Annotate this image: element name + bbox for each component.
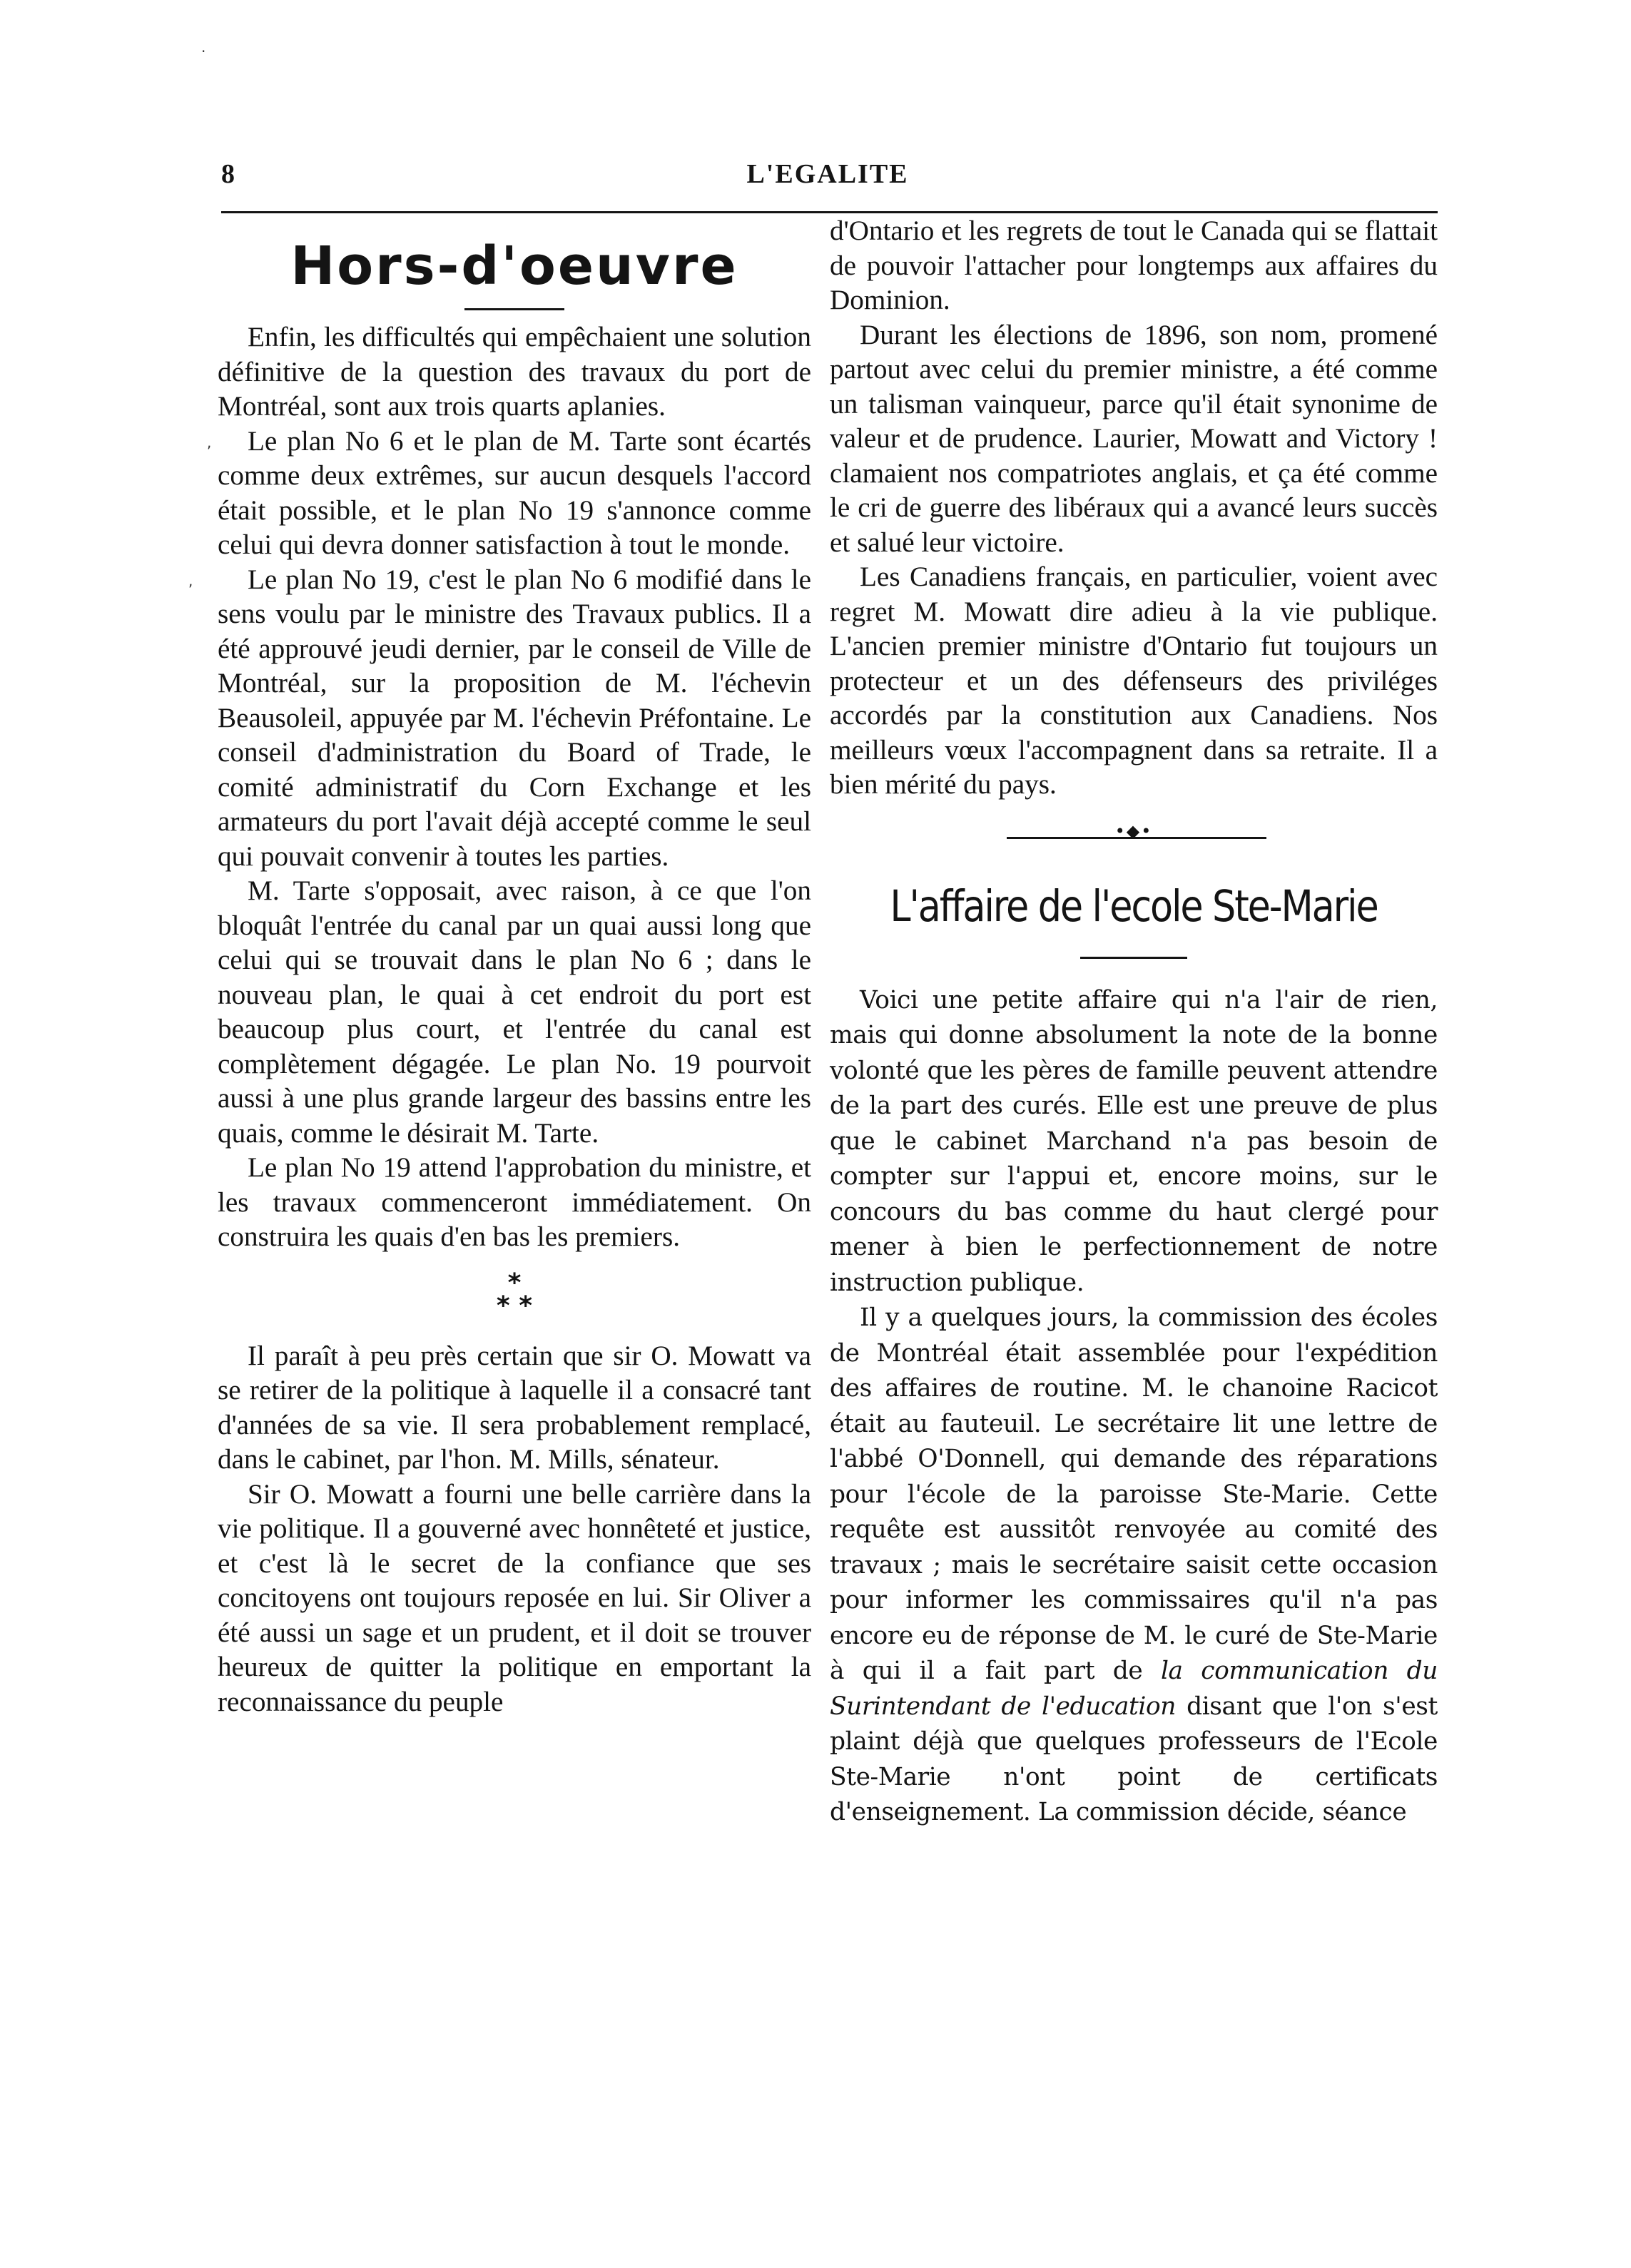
paragraph-text: Il y a quelques jours, la commission des écoles de Montréal était assemblée pour l'expédition des affaires de routine. M. le chanoine Racicot était au fauteuil. Le secrétaire lit une lettre de l'abbé O'Donnell, qui demande des réparations pour l'école de la paroisse Ste-Marie. Cette requête est aussitôt renvoyée au comité des travaux ; mais le secrétaire saisit cette occasion pour informer les commissaires qu'il n'a pas encore eu de réponse de M. le curé de Ste-Marie à qui il a fait part de	[830, 1303, 1438, 1685]
paragraph: Voici une petite affaire qui n'a l'air de rien, mais qui donne absolument la note de la bonne volonté que les pères de famille peuvent attendre de la part des curés. Elle est une preuve de plus que le cabinet Marchand n'a pas besoin de compter sur l'appui et, encore moins, sur le concours du bas comme du haut clergé pour mener à bien le perfectionnement de notre instruction publique.	[830, 985, 1438, 1297]
asterism-top: *	[507, 1268, 522, 1298]
asterism-bottom: * *	[496, 1291, 533, 1321]
paragraph: M. Tarte s'opposait, avec raison, à ce que l'on bloquât l'entrée du canal par un quai aussi long que celui qui se trouvait dans le plan No 6 ; dans le nouveau plan, le quai à cet endroit du port est beaucoup plus court, et l'entrée du canal est complètement dégagée. Le plan No. 19 pourvoit aussi à une plus grande largeur des bassins entre les quais, comme le désirait M. Tarte.	[218, 875, 811, 1149]
paragraph: Enfin, les difficultés qui empêchaient une solution définitive de la question des travaux du port de Montréal, sont aux trois quarts aplanies.	[218, 322, 811, 422]
section-title-affaire-ecole: L'affaire de l'ecole Ste-Marie	[890, 880, 1378, 932]
paragraph-text: disant que l'on s'est plaint déjà que quelques professeurs de l'Ecole Ste-Marie n'ont point de certificats d'enseignement. La commission décide, séance	[830, 1692, 1438, 1826]
paragraph: Le plan No 6 et le plan de M. Tarte sont écartés comme deux extrêmes, sur aucun desquels l'accord était possible, et le plan No 19 s'annonce comme celui qui devra donner satisfaction à tout le monde.	[218, 425, 811, 560]
paragraph: Durant les élections de 1896, son nom, promené partout avec celui du premier ministre, a été comme un talisman vainqueur, parce qu'il était synonime de valeur et de prudence. Laurier, Mowatt and Victory ! clamaient nos compatriotes anglais, et ça été comme le cri de guerre des libéraux qui a avancé leurs succès et salué leur victoire.	[830, 319, 1438, 558]
ink-speck: ,	[188, 572, 193, 589]
section-title-hors-doeuvre: Hors-d'oeuvre	[290, 235, 738, 297]
paragraph: Le plan No 19 attend l'approbation du ministre, et les travaux commenceront immédiatement. On construira les quais d'en bas les premiers.	[218, 1152, 811, 1252]
page-number: 8	[221, 159, 235, 189]
header-rule	[221, 211, 1438, 213]
ornament-mark: •◆•	[1114, 820, 1153, 841]
paragraph: d'Ontario et les regrets de tout le Canada qui se flattait de pouvoir l'attacher pour longtemps aux affaires du Dominion.	[830, 215, 1438, 315]
paragraph: Il paraît à peu près certain que sir O. Mowatt va se retirer de la politique à laquelle il a consacré tant d'années de sa vie. Il sera probablement remplacé, dans le cabinet, par l'hon. M. Mills, sénateur.	[218, 1340, 811, 1475]
ink-speck: ,	[207, 434, 212, 451]
ink-speck: ·	[201, 43, 206, 60]
page-header	[221, 158, 1434, 201]
title-rule	[464, 308, 564, 310]
paragraph: Sir O. Mowatt a fourni une belle carrière dans la vie politique. Il a gouverné avec honnêteté et justice, et c'est là le secret de la confiance que ses concitoyens ont toujours reposée en lui. Sir Oliver a été aussi un sage et un prudent, et il doit se trouver heureux de quitter la politique en emportant la reconnaissance du peuple	[218, 1478, 811, 1717]
asterism-separator	[218, 1268, 811, 1321]
left-column	[218, 214, 811, 1719]
paragraph: Les Canadiens français, en particulier, voient avec regret M. Mowatt dire adieu à la vie publique. L'ancien premier ministre d'Ontario fut toujours un protecteur et un des défenseurs des priviléges accordés par la constitution aux Canadiens. Nos meilleurs vœux l'accompagnent dans sa retraite. Il a bien mérité du pays.	[830, 561, 1438, 800]
italic-phrase: la communication du Surintendant de l'education	[830, 1657, 1438, 1721]
paragraph	[830, 1301, 1438, 1831]
title-rule	[1080, 957, 1187, 959]
ornament-separator	[830, 808, 1438, 858]
running-title: L'EGALITE	[746, 159, 909, 189]
right-column	[830, 214, 1438, 1831]
paragraph: Le plan No 19, c'est le plan No 6 modifié dans le sens voulu par le ministre des Travaux publics. Il a été approuvé jeudi dernier, par le conseil de Ville de Montréal, sur la proposition de M. l'échevin Beausoleil, appuyée par M. l'échevin Préfontaine. Le conseil d'administration du Board of Trade, le comité administratif du Corn Exchange et les armateurs du port l'avait déjà accepté comme le seul qui pouvait convenir à toutes les parties.	[218, 564, 811, 872]
